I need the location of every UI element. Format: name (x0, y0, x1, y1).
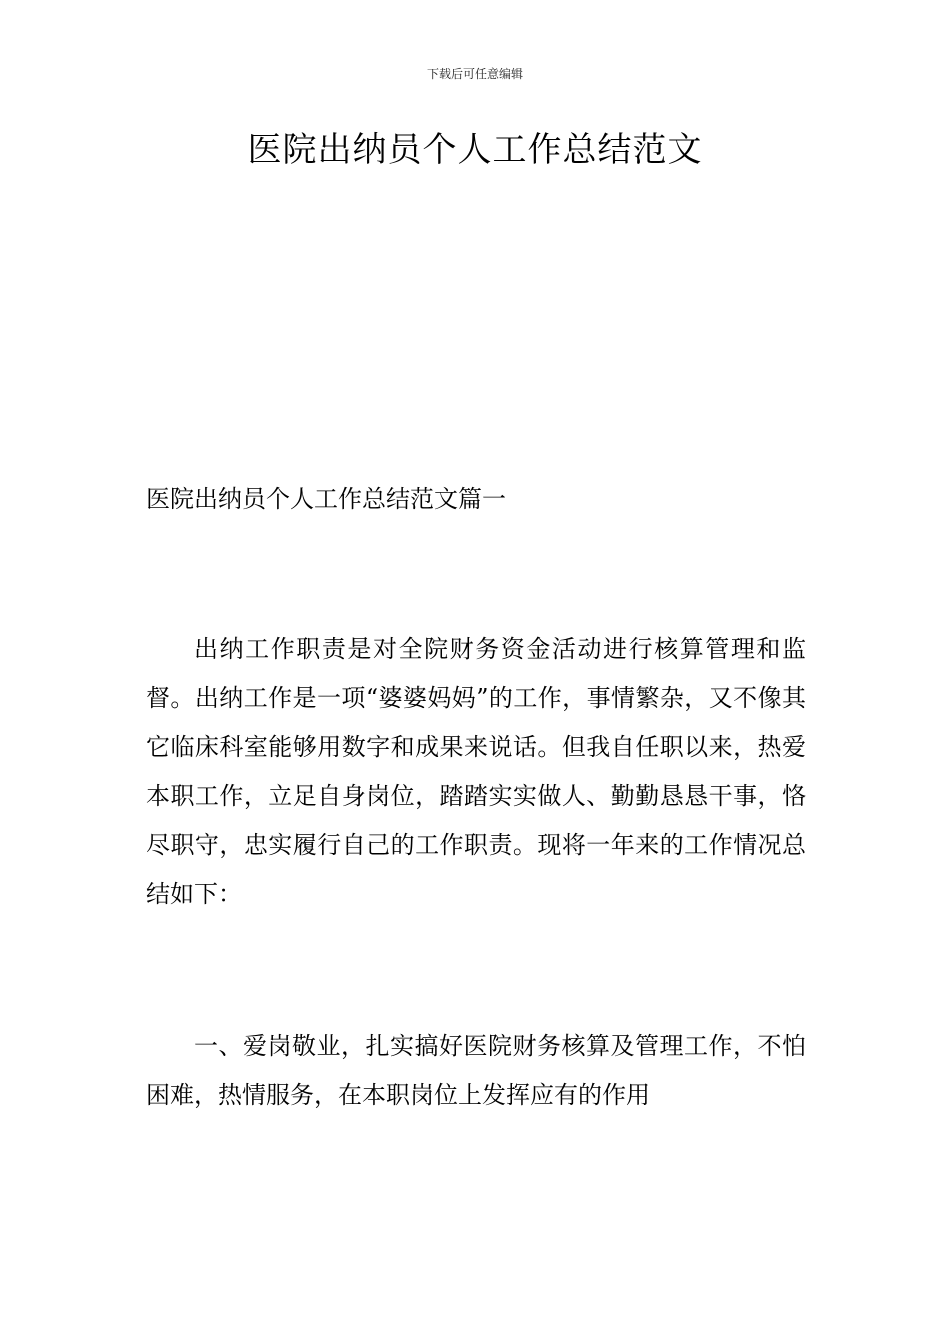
header-note: 下载后可任意编辑 (426, 67, 523, 81)
paragraph-point-one: 一、爱岗敬业，扎实搞好医院财务核算及管理工作，不怕困难，热情服务，在本职岗位上发挥应有的作用 (146, 1032, 806, 1109)
document-title: 医院出纳员个人工作总结范文 (247, 130, 703, 170)
paragraph-intro: 出纳工作职责是对全院财务资金活动进行核算管理和监督。出纳工作是一项“婆婆妈妈”的工作，事情繁杂，又不像其它临床科室能够用数字和成果来说话。但我自任职以来，热爱本职工作，立足自身岗位，踏踏实实做人、勤勤恳恳干事，恪尽职守，忠实履行自己的工作职责。现将一年来的工作情况总结如下： (146, 635, 806, 908)
section-heading: 医院出纳员个人工作总结范文篇一 (146, 485, 506, 513)
